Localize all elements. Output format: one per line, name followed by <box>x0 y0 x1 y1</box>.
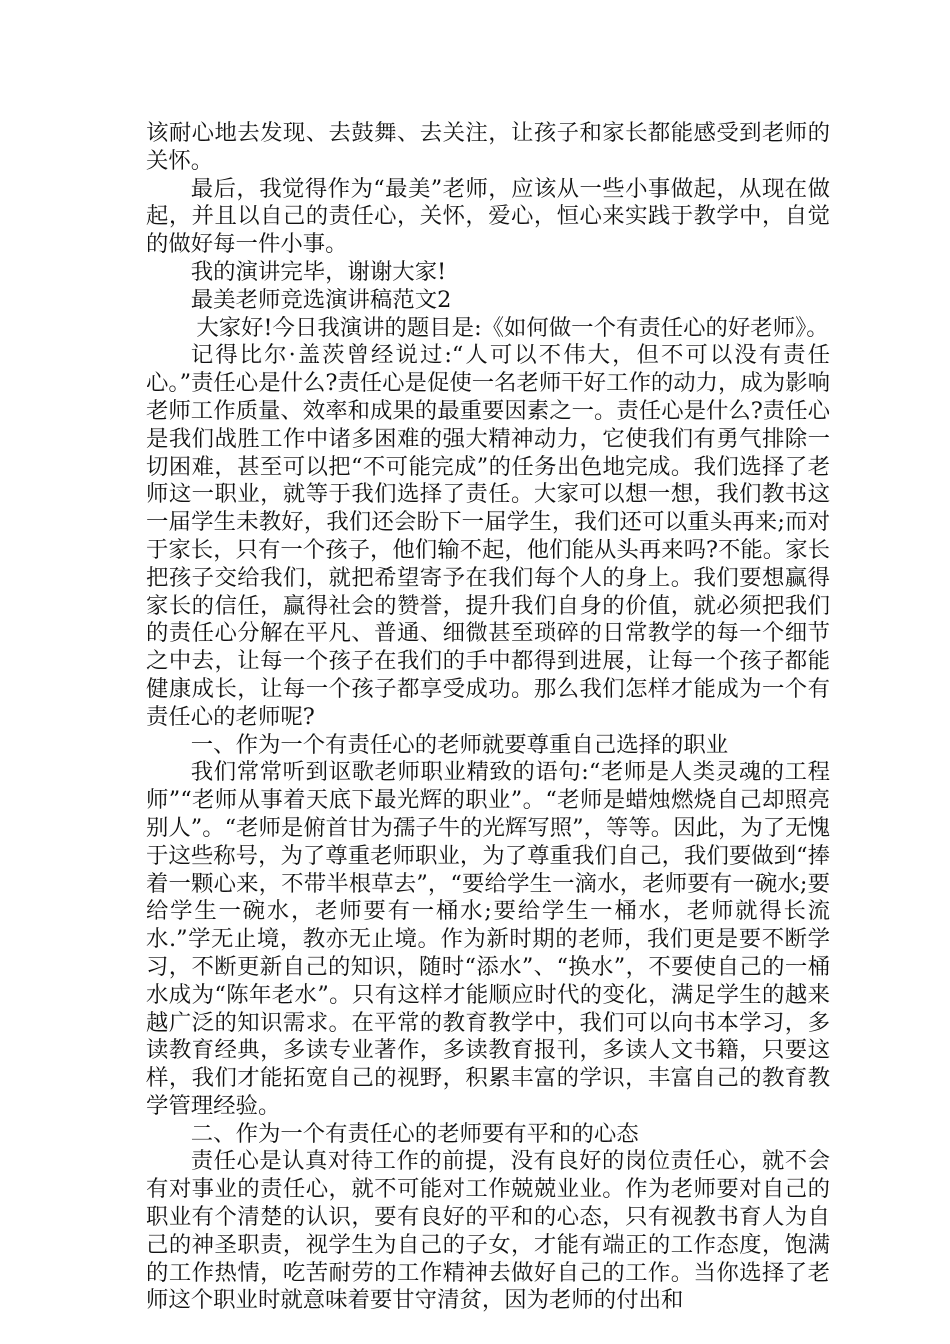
paragraph-conclusion: 最后，我觉得作为“最美”老师，应该从一些小事做起，从现在做起，并且以自己的责任心，关怀，爱心，恒心来实践于教学中，自觉的做好每一件小事。 <box>146 175 830 258</box>
point-heading-1: 一、作为一个有责任心的老师就要尊重自己选择的职业 <box>190 731 729 758</box>
section-title: 最美老师竞选演讲稿范文2 <box>190 286 452 313</box>
paragraph-closing-thanks: 我的演讲完毕，谢谢大家! <box>190 258 447 285</box>
paragraph-continuation: 该耐心地去发现、去鼓舞、去关注，让孩子和家长都能感受到老师的关怀。 <box>146 120 830 174</box>
point-heading-2: 二、作为一个有责任心的老师要有平和的心态 <box>190 1120 639 1147</box>
paragraph-greeting: 大家好!今日我演讲的题目是:《如何做一个有责任心的好老师》。 <box>196 314 829 341</box>
paragraph-point-2: 责任心是认真对待工作的前提，没有良好的岗位责任心，就不会有对事业的责任心，就不可能对工作兢兢业业。作为老师要对自己的职业有个清楚的认识，要有良好的平和的心态，只有视教书育人为自己的神圣职责，视学生为自己的子女，才能有端正的工作态度，饱满的工作热情，吃苦耐劳的工作精神去做好自己的工作。当你选择了老师这个职业时就意味着要甘守清贫，因为老师的付出和 <box>146 1148 830 1314</box>
document-page <box>146 120 830 1315</box>
paragraph-responsibility: 记得比尔·盖茨曾经说过:“人可以不伟大，但不可以没有责任心。”责任心是什么?责任心是促使一名老师干好工作的动力，成为影响老师工作质量、效率和成果的最重要因素之一。责任心是什么?责任心是我们战胜工作中诸多困难的强大精神动力，它使我们有勇气排除一切困难，甚至可以把“不可能完成”的任务出色地完成。我们选择了老师这一职业，就等于我们选择了责任。大家可以想一想，我们教书这一届学生未教好，我们还会盼下一届学生，我们还可以重头再来;而对于家长，只有一个孩子，他们输不起，他们能从头再来吗?不能。家长把孩子交给我们，就把希望寄予在我们每个人的身上。我们要想赢得家长的信任，赢得社会的赞誉，提升我们自身的价值，就必须把我们的责任心分解在平凡、普通、细微甚至琐碎的日常教学的每一个细节之中去，让每一个孩子在我们的手中都得到进展，让每一个孩子都能健康成长，让每一个孩子都享受成功。那么我们怎样才能成为一个有责任心的老师呢? <box>146 342 830 730</box>
paragraph-point-1: 我们常常听到讴歌老师职业精致的语句:“老师是人类灵魂的工程师”“老师从事着天底下最光辉的职业”。“老师是蜡烛燃烧自己却照亮别人”。“老师是俯首甘为孺子牛的光辉写照”，等等。因此，为了无愧于这些称号，为了尊重老师职业，为了尊重我们自己，我们要做到“捧着一颗心来，不带半根草去”，“要给学生一滴水，老师要有一碗水;要给学生一碗水，老师要有一桶水;要给学生一桶水，老师就得长流水.”学无止境，教亦无止境。作为新时期的老师，我们更是要不断学习，不断更新自己的知识，随时“添水”、“换水”，不要使自己的一桶水成为“陈年老水”。只有这样才能顺应时代的变化，满足学生的越来越广泛的知识需求。在平常的教育教学中，我们可以向书本学习，多读教育经典，多读专业著作，多读教育报刊，多读人文书籍，只要这样，我们才能拓宽自己的视野，积累丰富的学识，丰富自己的教育教学管理经验。 <box>146 759 830 1119</box>
